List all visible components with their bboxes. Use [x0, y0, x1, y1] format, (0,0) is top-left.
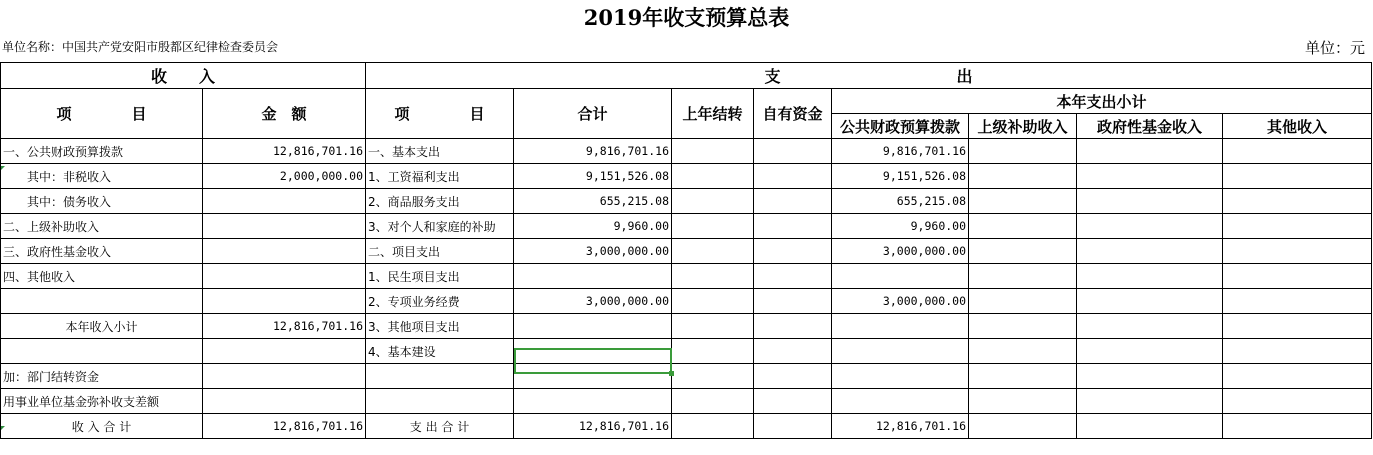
- table-row: [1, 164, 1372, 189]
- cell-public-finance[interactable]: 9,151,526.08: [832, 164, 969, 189]
- cell-total[interactable]: 655,215.08: [514, 189, 672, 214]
- cell-own-funds[interactable]: [754, 189, 832, 214]
- cell-income-item[interactable]: 三、政府性基金收入: [1, 239, 203, 264]
- cell-income-item[interactable]: 一、公共财政预算拨款: [1, 139, 203, 164]
- cell-other-income[interactable]: [1223, 239, 1372, 264]
- cell-income-item[interactable]: [1, 289, 203, 314]
- last-year-header[interactable]: 上年结转: [672, 89, 754, 139]
- cell-income-amount[interactable]: [203, 264, 366, 289]
- cell-income-amount[interactable]: [203, 364, 366, 389]
- cell-income-item[interactable]: 用事业单位基金弥补收支差额: [1, 389, 203, 414]
- cell-gov-fund[interactable]: [1077, 414, 1223, 439]
- table-row: [1, 214, 1372, 239]
- cell-total[interactable]: [514, 314, 672, 339]
- cell-other-income[interactable]: [1223, 414, 1372, 439]
- cell-gov-fund[interactable]: [1077, 239, 1223, 264]
- cell-public-finance[interactable]: [832, 389, 969, 414]
- expense-header[interactable]: 支 出: [366, 63, 1372, 89]
- cell-total[interactable]: 12,816,701.16: [514, 414, 672, 439]
- cell-superior-subsidy[interactable]: [969, 389, 1077, 414]
- cell-superior-subsidy[interactable]: [969, 239, 1077, 264]
- table-row: [1, 139, 1372, 164]
- cell-own-funds[interactable]: [754, 314, 832, 339]
- income-item-header[interactable]: 项 目: [1, 89, 203, 139]
- table-row: [1, 239, 1372, 264]
- cell-own-funds[interactable]: [754, 414, 832, 439]
- cell-income-item[interactable]: 加：部门结转资金: [1, 364, 203, 389]
- selected-cell-outline[interactable]: [514, 348, 672, 374]
- cell-last-year[interactable]: [672, 339, 754, 364]
- cell-own-funds[interactable]: [754, 264, 832, 289]
- cell-other-income[interactable]: [1223, 264, 1372, 289]
- cell-income-amount[interactable]: [203, 239, 366, 264]
- cell-other-income[interactable]: [1223, 214, 1372, 239]
- gov-fund-header[interactable]: 政府性基金收入: [1077, 114, 1223, 139]
- cell-superior-subsidy[interactable]: [969, 139, 1077, 164]
- cell-gov-fund[interactable]: [1077, 314, 1223, 339]
- cell-total[interactable]: 3,000,000.00: [514, 289, 672, 314]
- cell-superior-subsidy[interactable]: [969, 364, 1077, 389]
- cell-superior-subsidy[interactable]: [969, 289, 1077, 314]
- cell-expense-item[interactable]: 支 出 合 计: [366, 414, 514, 439]
- cell-own-funds[interactable]: [754, 214, 832, 239]
- cell-own-funds[interactable]: [754, 389, 832, 414]
- cell-income-item[interactable]: 其中：非税收入: [1, 164, 203, 189]
- cell-gov-fund[interactable]: [1077, 189, 1223, 214]
- cell-own-funds[interactable]: [754, 239, 832, 264]
- budget-table: [0, 62, 1372, 439]
- cell-superior-subsidy[interactable]: [969, 189, 1077, 214]
- cell-comment-marker: [1, 426, 5, 430]
- cell-public-finance[interactable]: [832, 364, 969, 389]
- current-subtotal-header[interactable]: 本年支出小计: [832, 89, 1372, 114]
- cell-own-funds[interactable]: [754, 339, 832, 364]
- cell-comment-marker: [1, 166, 5, 170]
- cell-other-income[interactable]: [1223, 189, 1372, 214]
- cell-public-finance[interactable]: 3,000,000.00: [832, 239, 969, 264]
- cell-other-income[interactable]: [1223, 389, 1372, 414]
- cell-gov-fund[interactable]: [1077, 339, 1223, 364]
- unit-name-label: 单位名称：中国共产党安阳市殷都区纪律检查委员会: [2, 40, 279, 54]
- table-row: [1, 364, 1372, 389]
- cell-expense-item[interactable]: 1、民生项目支出: [366, 264, 514, 289]
- cell-other-income[interactable]: [1223, 364, 1372, 389]
- cell-last-year[interactable]: [672, 289, 754, 314]
- cell-own-funds[interactable]: [754, 364, 832, 389]
- cell-total[interactable]: 3,000,000.00: [514, 239, 672, 264]
- cell-expense-item[interactable]: [366, 389, 514, 414]
- cell-superior-subsidy[interactable]: [969, 314, 1077, 339]
- cell-expense-item[interactable]: 3、其他项目支出: [366, 314, 514, 339]
- page-title: 2019年收支预算总表: [583, 5, 790, 30]
- table-row: [1, 289, 1372, 314]
- cell-superior-subsidy[interactable]: [969, 339, 1077, 364]
- cell-public-finance[interactable]: 655,215.08: [832, 189, 969, 214]
- cell-other-income[interactable]: [1223, 289, 1372, 314]
- cell-expense-item[interactable]: 二、项目支出: [366, 239, 514, 264]
- cell-income-amount[interactable]: [203, 339, 366, 364]
- cell-public-finance[interactable]: [832, 314, 969, 339]
- table-row: [1, 264, 1372, 289]
- cell-last-year[interactable]: [672, 389, 754, 414]
- cell-expense-item[interactable]: 2、商品服务支出: [366, 189, 514, 214]
- own-funds-header[interactable]: 自有资金: [754, 89, 832, 139]
- cell-public-finance[interactable]: 3,000,000.00: [832, 289, 969, 314]
- superior-subsidy-header[interactable]: 上级补助收入: [969, 114, 1077, 139]
- cell-other-income[interactable]: [1223, 339, 1372, 364]
- table-body: [1, 139, 1372, 439]
- cell-gov-fund[interactable]: [1077, 164, 1223, 189]
- cell-expense-item[interactable]: 2、专项业务经费: [366, 289, 514, 314]
- cell-superior-subsidy[interactable]: [969, 264, 1077, 289]
- cell-other-income[interactable]: [1223, 139, 1372, 164]
- cell-last-year[interactable]: [672, 264, 754, 289]
- cell-expense-item[interactable]: 1、工资福利支出: [366, 164, 514, 189]
- cell-income-item[interactable]: 二、上级补助收入: [1, 214, 203, 239]
- cell-expense-item[interactable]: 一、基本支出: [366, 139, 514, 164]
- cell-gov-fund[interactable]: [1077, 389, 1223, 414]
- cell-income-amount[interactable]: 12,816,701.16: [203, 414, 366, 439]
- cell-total[interactable]: [514, 389, 672, 414]
- cell-last-year[interactable]: [672, 239, 754, 264]
- cell-last-year[interactable]: [672, 314, 754, 339]
- cell-public-finance[interactable]: 12,816,701.16: [832, 414, 969, 439]
- cell-public-finance[interactable]: 9,960.00: [832, 214, 969, 239]
- cell-own-funds[interactable]: [754, 164, 832, 189]
- cell-gov-fund[interactable]: [1077, 364, 1223, 389]
- cell-public-finance[interactable]: 9,816,701.16: [832, 139, 969, 164]
- expense-item-header[interactable]: 项 目: [366, 89, 514, 139]
- cell-superior-subsidy[interactable]: [969, 214, 1077, 239]
- cell-income-item[interactable]: 本年收入小计: [1, 314, 203, 339]
- cell-own-funds[interactable]: [754, 139, 832, 164]
- table-row: [1, 314, 1372, 339]
- cell-income-item[interactable]: [1, 339, 203, 364]
- cell-income-item[interactable]: 四、其他收入: [1, 264, 203, 289]
- table-row: [1, 189, 1372, 214]
- cell-income-amount[interactable]: [203, 189, 366, 214]
- cell-gov-fund[interactable]: [1077, 289, 1223, 314]
- fill-handle[interactable]: [669, 371, 674, 376]
- cell-total[interactable]: 9,816,701.16: [514, 139, 672, 164]
- cell-income-item[interactable]: 其中：债务收入: [1, 189, 203, 214]
- table-row: [1, 339, 1372, 364]
- cell-total[interactable]: 9,960.00: [514, 214, 672, 239]
- cell-last-year[interactable]: [672, 414, 754, 439]
- cell-public-finance[interactable]: [832, 264, 969, 289]
- cell-total[interactable]: 9,151,526.08: [514, 164, 672, 189]
- cell-superior-subsidy[interactable]: [969, 414, 1077, 439]
- total-header[interactable]: 合计: [514, 89, 672, 139]
- cell-last-year[interactable]: [672, 364, 754, 389]
- currency-unit-label: 单位：元: [1304, 39, 1365, 57]
- other-income-header[interactable]: 其他收入: [1223, 114, 1372, 139]
- cell-last-year[interactable]: [672, 139, 754, 164]
- cell-expense-item[interactable]: 3、对个人和家庭的补助: [366, 214, 514, 239]
- cell-income-item[interactable]: 收 入 合 计: [1, 414, 203, 439]
- income-header[interactable]: 收 入: [1, 63, 366, 89]
- cell-income-amount[interactable]: 12,816,701.16: [203, 314, 366, 339]
- cell-other-income[interactable]: [1223, 164, 1372, 189]
- cell-expense-item[interactable]: 4、基本建设: [366, 339, 514, 364]
- cell-superior-subsidy[interactable]: [969, 164, 1077, 189]
- cell-last-year[interactable]: [672, 164, 754, 189]
- table-row: [1, 414, 1372, 439]
- cell-income-amount[interactable]: [203, 214, 366, 239]
- cell-expense-item[interactable]: [366, 364, 514, 389]
- cell-gov-fund[interactable]: [1077, 139, 1223, 164]
- cell-income-amount[interactable]: 2,000,000.00: [203, 164, 366, 189]
- cell-own-funds[interactable]: [754, 289, 832, 314]
- cell-income-amount[interactable]: [203, 389, 366, 414]
- cell-gov-fund[interactable]: [1077, 214, 1223, 239]
- cell-total[interactable]: [514, 264, 672, 289]
- cell-gov-fund[interactable]: [1077, 264, 1223, 289]
- public-finance-header[interactable]: 公共财政预算拨款: [832, 114, 969, 139]
- cell-last-year[interactable]: [672, 214, 754, 239]
- cell-income-amount[interactable]: [203, 289, 366, 314]
- cell-income-amount[interactable]: 12,816,701.16: [203, 139, 366, 164]
- cell-last-year[interactable]: [672, 189, 754, 214]
- table-row: [1, 389, 1372, 414]
- income-amount-header[interactable]: 金 额: [203, 89, 366, 139]
- cell-other-income[interactable]: [1223, 314, 1372, 339]
- cell-public-finance[interactable]: [832, 339, 969, 364]
